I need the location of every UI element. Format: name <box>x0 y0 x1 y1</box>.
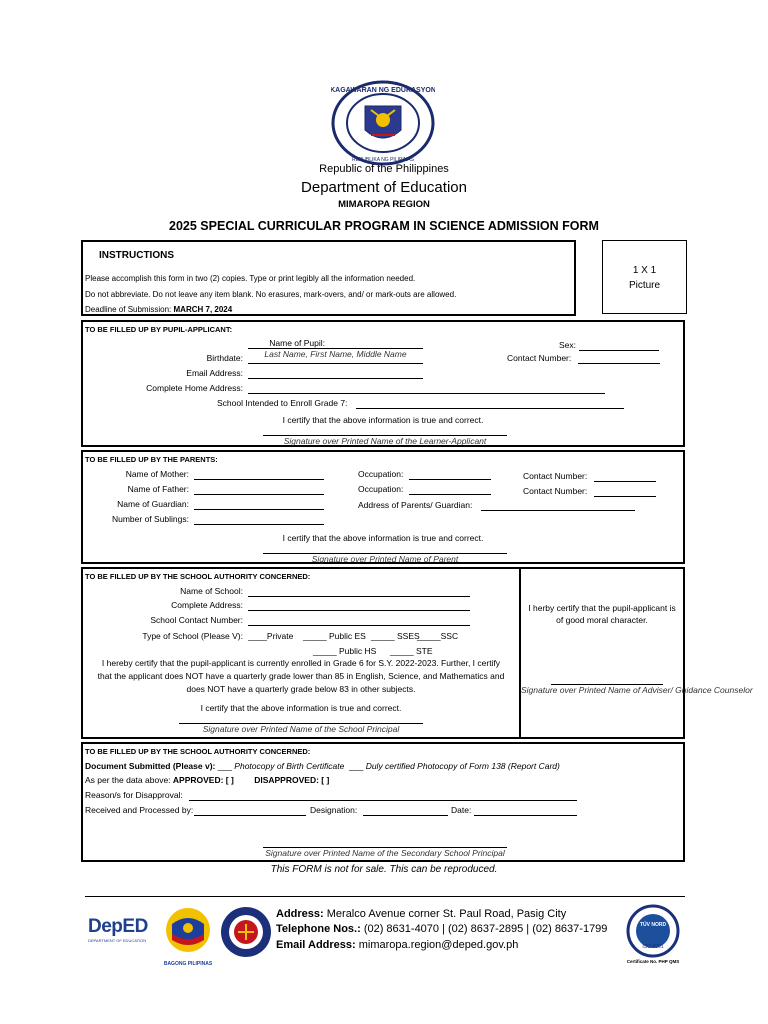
school-address-label: Complete Address: <box>171 600 243 610</box>
counselor-signature-caption: Signature over Printed Name of Adviser/ Guidance Counselor <box>521 685 753 695</box>
sex-label: Sex: <box>559 340 577 350</box>
tuv-text: TÜV NORD <box>639 922 667 928</box>
occupation1-label: Occupation: <box>358 469 404 479</box>
private-option[interactable]: ____Private <box>248 631 294 641</box>
public-hs-label: Public HS <box>339 646 377 656</box>
parents-certify: I certify that the above information is true and correct. <box>282 533 484 543</box>
doc1-label: Photocopy of Birth Certificate <box>234 761 345 771</box>
occupation2-field[interactable] <box>409 494 491 495</box>
email-label: Email Address: <box>276 939 356 951</box>
deped-logo-sub: DEPARTMENT OF EDUCATION <box>88 938 147 943</box>
mother-label: Name of Mother: <box>125 469 189 479</box>
form-title: 2025 SPECIAL CURRICULAR PROGRAM IN SCIENCE ADMISSION FORM <box>169 219 599 233</box>
father-label: Name of Father: <box>127 484 189 494</box>
home-field[interactable] <box>248 393 605 394</box>
svg-text:KAGAWARAN NG EDUKASYON: KAGAWARAN NG EDUKASYON <box>331 87 435 94</box>
pupil-heading: TO BE FILLED UP BY PUPIL-APPLICANT: <box>85 325 233 334</box>
school-type-label: Type of School (Please V): <box>142 631 243 641</box>
email-field[interactable] <box>248 378 423 379</box>
parent-address-field[interactable] <box>481 510 635 511</box>
picture-size: 1 X 1 <box>632 265 657 276</box>
school-address-field[interactable] <box>248 610 470 611</box>
reason-field[interactable] <box>189 800 577 801</box>
doc2-label: Duly certified Photocopy of Form 138 (Report Card) <box>365 761 560 771</box>
department-title: Department of Education <box>301 179 467 196</box>
instructions-box <box>81 240 576 316</box>
pupil-signature-caption: Signature over Printed Name of the Learner-Applicant <box>283 436 487 446</box>
region-seal <box>220 906 272 958</box>
ssc-option[interactable]: _____SSC <box>417 631 459 641</box>
occupation2-label: Occupation: <box>358 484 404 494</box>
picture-box[interactable] <box>602 240 687 314</box>
contact2-label: Contact Number: <box>523 486 588 496</box>
parents-heading: TO BE FILLED UP BY THE PARENTS: <box>85 455 218 464</box>
school-name-label: Name of School: <box>180 586 243 596</box>
occupation1-field[interactable] <box>409 479 491 480</box>
deadline-value: MARCH 7, 2024 <box>173 305 233 314</box>
contact-label: Contact Number: <box>507 353 572 363</box>
moral-character-section <box>519 567 753 739</box>
parents-section <box>81 450 685 564</box>
telephone-label: Telephone Nos.: <box>276 923 361 935</box>
per-data-label: As per the data above: <box>85 775 171 785</box>
bagong-pilipinas-icon <box>160 904 216 960</box>
designation-label: Designation: <box>310 805 358 815</box>
contact2-field[interactable] <box>594 496 656 497</box>
deped-logo-text: DepED <box>88 916 148 937</box>
public-es-label: Public ES <box>329 631 366 641</box>
name-hint: Last Name, First Name, Middle Name <box>264 349 407 359</box>
footer-email <box>276 939 518 951</box>
approved-checkbox[interactable]: APPROVED: [ ] <box>172 775 234 785</box>
doc1-checkbox[interactable]: ___ <box>217 761 232 771</box>
public-hs-option[interactable]: _____ Public HS <box>313 646 377 656</box>
doc2-checkbox[interactable]: ___ <box>346 761 364 771</box>
date-label: Date: <box>451 805 472 815</box>
documents-label: Document Submitted (Please v): <box>85 761 216 771</box>
pupil-certify: I certify that the above information is true and correct. <box>282 415 484 425</box>
mother-field[interactable] <box>194 479 324 480</box>
republic-line: Republic of the Philippines <box>319 163 449 175</box>
guardian-label: Name of Guardian: <box>117 499 189 509</box>
name-label: Name of Pupil: <box>269 338 325 348</box>
email-value: mimaropa.region@deped.gov.ph <box>358 939 519 951</box>
designation-field[interactable] <box>363 815 448 816</box>
public-es-option[interactable]: _____ Public ES <box>303 631 366 641</box>
telephone-value: (02) 8631-4070 | (02) 8637-2895 | (02) 8637-1799 <box>363 923 608 935</box>
secondary-section <box>81 742 685 862</box>
reason-label: Reason/s for Disapproval: <box>85 790 183 800</box>
deadline-label: Deadline of Submission: <box>85 305 174 314</box>
deped-logo <box>88 916 156 952</box>
school-name-field[interactable] <box>248 596 470 597</box>
received-label: Received and Processed by: <box>85 805 194 815</box>
enrollment-statement-2: that the applicant does NOT have a quarterly grade lower than 85 in English, Science, and Mathematics and <box>97 671 505 681</box>
tuv-iso-logo <box>626 904 680 966</box>
picture-label: Picture <box>628 280 661 291</box>
moral-statement-2: of good moral character. <box>556 615 648 625</box>
pupil-section <box>81 320 685 447</box>
address-value: Meralco Avenue corner St. Paul Road, Pasig City <box>326 908 567 920</box>
school-label: School Intended to Enroll Grade 7: <box>217 398 348 408</box>
footer-address <box>276 908 566 920</box>
contact1-field[interactable] <box>594 481 656 482</box>
school-certify: I certify that the above information is true and correct. <box>200 703 402 713</box>
instructions-line1: Please accomplish this form in two (2) copies. Type or print legibly all the information needed. <box>85 274 416 283</box>
school-contact-field[interactable] <box>248 625 470 626</box>
documents-row <box>85 761 560 771</box>
contact-field[interactable] <box>578 363 660 364</box>
footer-divider <box>85 896 685 897</box>
sses-option[interactable]: _____ SSES <box>371 631 420 641</box>
approval-row <box>85 775 329 785</box>
moral-statement-1: I herby certify that the pupil-applicant is <box>528 603 676 613</box>
region-line: MIMAROPA REGION <box>338 199 430 210</box>
instructions-heading: INSTRUCTIONS <box>99 250 174 261</box>
enrollment-statement-1: I hereby certify that the pupil-applicant is currently enrolled in Grade 6 for S.Y. 2022-2023. Further, I certify <box>101 658 501 668</box>
school-field[interactable] <box>356 408 624 409</box>
birthdate-field[interactable] <box>248 363 423 364</box>
ste-label: STE <box>416 646 433 656</box>
svg-text:REPUBLIKA NG PILIPINAS: REPUBLIKA NG PILIPINAS <box>352 157 414 163</box>
sses-label: SSES <box>397 631 420 641</box>
date-field[interactable] <box>474 815 577 816</box>
father-field[interactable] <box>194 494 324 495</box>
instructions-line2: Do not abbreviate. Do not leave any item blank. No erasures, mark-overs, and/ or mark-outs are allowed. <box>85 290 457 299</box>
received-field[interactable] <box>194 815 306 816</box>
footer-telephone <box>276 923 607 935</box>
disapproved-checkbox[interactable]: DISAPPROVED: [ ] <box>254 775 330 785</box>
not-for-sale-notice: This FORM is not for sale. This can be reproduced. <box>270 864 498 875</box>
deadline <box>85 305 232 314</box>
sex-field[interactable] <box>579 350 659 351</box>
principal-signature-caption: Signature over Printed Name of the School Principal <box>202 724 400 734</box>
region-seal-icon <box>220 906 272 958</box>
iso-text: ISO 9001 <box>642 944 664 950</box>
secondary-signature-caption: Signature over Printed Name of the Secondary School Principal <box>265 848 505 858</box>
enrollment-statement-3: does NOT have a quarterly grade below 83 in other subjects. <box>186 684 416 694</box>
contact1-label: Contact Number: <box>523 471 588 481</box>
bagong-pilipinas-logo <box>160 904 216 967</box>
siblings-field[interactable] <box>194 524 324 525</box>
siblings-label: Number of Sublings: <box>111 514 189 524</box>
school-authority-section <box>81 567 521 739</box>
secondary-heading: TO BE FILLED UP BY THE SCHOOL AUTHORITY CONCERNED: <box>85 747 311 756</box>
bagong-pilipinas-text: BAGONG PILIPINAS <box>163 961 213 967</box>
seal-icon <box>331 80 435 166</box>
parent-address-label: Address of Parents/ Guardian: <box>358 500 473 510</box>
ste-option[interactable]: _____ STE <box>390 646 433 656</box>
guardian-field[interactable] <box>194 509 324 510</box>
home-label: Complete Home Address: <box>146 383 243 393</box>
cert-text: Certificate No. PHP QMS <box>626 959 680 964</box>
address-label: Address: <box>276 908 324 920</box>
parent-signature-caption: Signature over Printed Name of Parent <box>311 554 459 564</box>
ssc-label: SSC <box>440 631 459 641</box>
deped-seal <box>331 80 435 166</box>
email-label: Email Address: <box>186 368 243 378</box>
school-contact-label: School Contact Number: <box>150 615 243 625</box>
private-label: Private <box>266 631 294 641</box>
birthdate-label: Birthdate: <box>206 353 243 363</box>
school-auth-heading: TO BE FILLED UP BY THE SCHOOL AUTHORITY CONCERNED: <box>85 572 311 581</box>
